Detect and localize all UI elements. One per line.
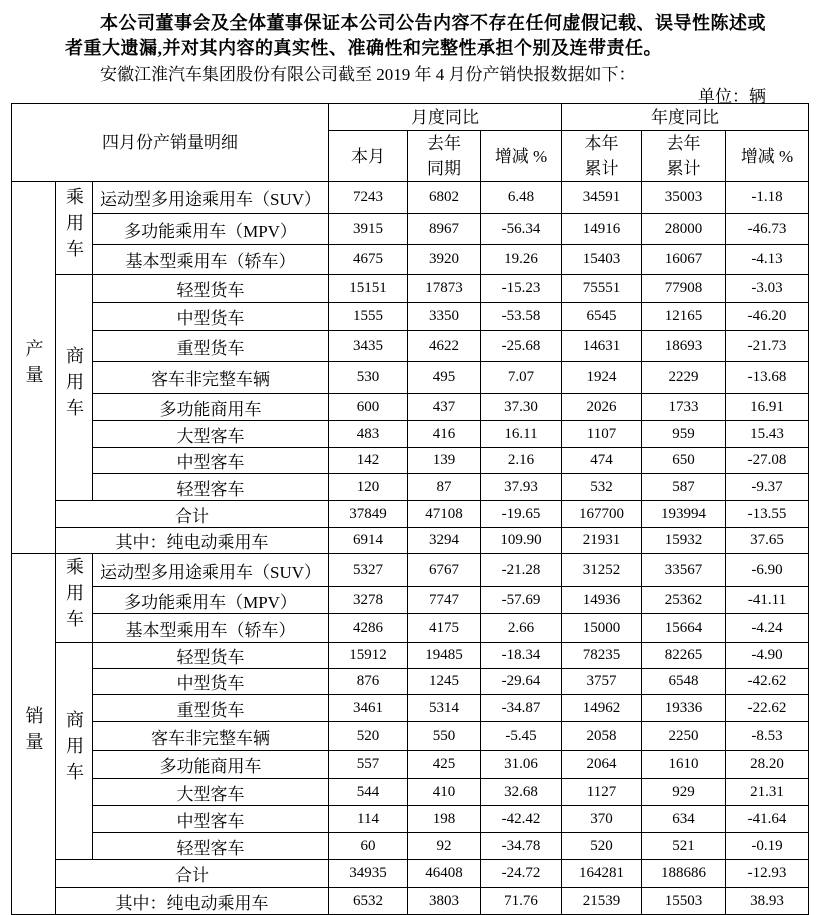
total-label: 合计 — [56, 860, 329, 888]
item-name: 多功能乘用车（MPV） — [93, 214, 329, 245]
cell-monthly-change-pct: -5.45 — [481, 722, 562, 751]
cell-last-year-same-period: 87 — [408, 474, 481, 501]
table-row — [12, 245, 809, 275]
item-name: 运动型多用途乘用车（SUV） — [93, 182, 329, 214]
cell-this-month: 876 — [329, 669, 408, 695]
cell-last-year-same-period: 3920 — [408, 245, 481, 275]
table-body — [12, 182, 809, 915]
category-label: 商用车 — [64, 346, 84, 424]
cell-monthly-change-pct: 37.93 — [481, 474, 562, 501]
cell-this-month: 3278 — [329, 587, 408, 614]
cell-this-year-cumulative: 2064 — [562, 751, 642, 779]
item-name: 轻型货车 — [93, 643, 329, 669]
cell-last-year-cumulative: 1733 — [642, 394, 726, 421]
cell-last-year-cumulative: 634 — [642, 806, 726, 833]
cell-monthly-change-pct: 31.06 — [481, 751, 562, 779]
ev-label: 其中：纯电动乘用车 — [56, 528, 329, 554]
cell-this-month: 120 — [329, 474, 408, 501]
col-header-text: 增减 % — [740, 146, 794, 166]
cell-last-year-same-period: 425 — [408, 751, 481, 779]
cell-this-month: 530 — [329, 362, 408, 394]
cell-yearly-change-pct: -6.90 — [726, 554, 809, 587]
cell-last-year-cumulative: 650 — [642, 448, 726, 474]
cell-last-year-cumulative: 193994 — [642, 501, 726, 528]
cell-this-month: 60 — [329, 833, 408, 860]
cell-yearly-change-pct: -46.73 — [726, 214, 809, 245]
ev-subtotal-row — [12, 888, 809, 915]
item-name: 多功能乘用车（MPV） — [93, 587, 329, 614]
cell-last-year-cumulative: 15503 — [642, 888, 726, 915]
col-header-text: 累计 — [666, 159, 701, 178]
cell-last-year-same-period: 8967 — [408, 214, 481, 245]
cell-yearly-change-pct: 37.65 — [726, 528, 809, 554]
category-label: 乘用车 — [64, 556, 84, 635]
cell-this-year-cumulative: 15403 — [562, 245, 642, 275]
cell-yearly-change-pct: -4.24 — [726, 614, 809, 643]
cell-this-month: 1555 — [329, 303, 408, 331]
cell-yearly-change-pct: -1.18 — [726, 182, 809, 214]
col-header-yearly-change — [726, 131, 809, 182]
cell-this-year-cumulative: 1924 — [562, 362, 642, 394]
cell-this-month: 483 — [329, 421, 408, 448]
item-name: 轻型客车 — [93, 474, 329, 501]
cell-this-month: 142 — [329, 448, 408, 474]
item-name: 重型货车 — [93, 331, 329, 362]
cell-last-year-same-period: 6802 — [408, 182, 481, 214]
cell-monthly-change-pct: -34.78 — [481, 833, 562, 860]
col-header-last-year-cumulative — [642, 131, 726, 182]
cell-last-year-cumulative: 188686 — [642, 860, 726, 888]
cell-this-year-cumulative: 1107 — [562, 421, 642, 448]
cell-monthly-change-pct: -24.72 — [481, 860, 562, 888]
cell-monthly-change-pct: 7.07 — [481, 362, 562, 394]
intro-text: 安徽江淮汽车集团股份有限公司截至 2019 年 4 月份产销快报数据如下： — [100, 65, 636, 84]
cell-monthly-change-pct: 37.30 — [481, 394, 562, 421]
col-header-text: 本年 — [584, 134, 619, 153]
col-header-monthly-change — [481, 131, 562, 182]
cell-monthly-change-pct: -53.58 — [481, 303, 562, 331]
cell-last-year-cumulative: 15664 — [642, 614, 726, 643]
table-row — [12, 695, 809, 722]
table-row — [12, 779, 809, 806]
cell-monthly-change-pct: 19.26 — [481, 245, 562, 275]
cell-this-year-cumulative: 15000 — [562, 614, 642, 643]
cell-monthly-change-pct: -34.87 — [481, 695, 562, 722]
item-name: 中型货车 — [93, 303, 329, 331]
cell-this-year-cumulative: 520 — [562, 833, 642, 860]
cell-yearly-change-pct: 28.20 — [726, 751, 809, 779]
item-name: 基本型乘用车（轿车） — [93, 245, 329, 275]
item-name: 重型货车 — [93, 695, 329, 722]
cell-this-month: 3461 — [329, 695, 408, 722]
cell-this-year-cumulative: 31252 — [562, 554, 642, 587]
item-name: 中型客车 — [93, 448, 329, 474]
cell-monthly-change-pct: 109.90 — [481, 528, 562, 554]
table-row — [12, 806, 809, 833]
table-row — [12, 722, 809, 751]
cell-last-year-same-period: 410 — [408, 779, 481, 806]
cell-last-year-same-period: 495 — [408, 362, 481, 394]
ev-subtotal-row — [12, 528, 809, 554]
cell-last-year-cumulative: 28000 — [642, 214, 726, 245]
col-header-this-month — [329, 131, 408, 182]
cell-this-month: 15151 — [329, 275, 408, 303]
cell-monthly-change-pct: -42.42 — [481, 806, 562, 833]
item-name: 基本型乘用车（轿车） — [93, 614, 329, 643]
item-name: 轻型客车 — [93, 833, 329, 860]
cell-last-year-same-period: 3294 — [408, 528, 481, 554]
cell-this-year-cumulative: 2026 — [562, 394, 642, 421]
table-row — [12, 303, 809, 331]
table-row — [12, 643, 809, 669]
cell-yearly-change-pct: 16.91 — [726, 394, 809, 421]
cell-this-month: 4675 — [329, 245, 408, 275]
cell-yearly-change-pct: -9.37 — [726, 474, 809, 501]
cell-yearly-change-pct: -46.20 — [726, 303, 809, 331]
cell-monthly-change-pct: 16.11 — [481, 421, 562, 448]
cell-last-year-cumulative: 18693 — [642, 331, 726, 362]
cell-this-year-cumulative: 164281 — [562, 860, 642, 888]
cell-yearly-change-pct: 38.93 — [726, 888, 809, 915]
category-label: 乘用车 — [64, 186, 84, 265]
cell-this-month: 15912 — [329, 643, 408, 669]
table-row — [12, 614, 809, 643]
cell-yearly-change-pct: -12.93 — [726, 860, 809, 888]
item-name: 运动型多用途乘用车（SUV） — [93, 554, 329, 587]
table-row — [12, 214, 809, 245]
item-name: 轻型货车 — [93, 275, 329, 303]
cell-this-year-cumulative: 14962 — [562, 695, 642, 722]
cell-last-year-cumulative: 35003 — [642, 182, 726, 214]
category-label-cell — [56, 554, 93, 643]
cell-last-year-same-period: 46408 — [408, 860, 481, 888]
section-label: 产量 — [23, 339, 44, 391]
cell-this-month: 37849 — [329, 501, 408, 528]
cell-this-month: 600 — [329, 394, 408, 421]
cell-last-year-cumulative: 12165 — [642, 303, 726, 331]
item-name: 中型客车 — [93, 806, 329, 833]
cell-this-month: 6532 — [329, 888, 408, 915]
cell-last-year-same-period: 17873 — [408, 275, 481, 303]
cell-this-year-cumulative: 532 — [562, 474, 642, 501]
cell-yearly-change-pct: -13.68 — [726, 362, 809, 394]
cell-last-year-same-period: 437 — [408, 394, 481, 421]
item-name: 大型客车 — [93, 421, 329, 448]
cell-monthly-change-pct: -21.28 — [481, 554, 562, 587]
ev-label: 其中：纯电动乘用车 — [56, 888, 329, 915]
cell-last-year-cumulative: 15932 — [642, 528, 726, 554]
cell-this-year-cumulative: 370 — [562, 806, 642, 833]
cell-monthly-change-pct: 2.16 — [481, 448, 562, 474]
cell-yearly-change-pct: -8.53 — [726, 722, 809, 751]
category-label-cell — [56, 275, 93, 501]
item-name: 客车非完整车辆 — [93, 362, 329, 394]
statement-line-2: 者重大遗漏,并对其内容的真实性、准确性和完整性承担个别及连带责任。 — [65, 38, 662, 58]
cell-last-year-same-period: 198 — [408, 806, 481, 833]
cell-yearly-change-pct: 21.31 — [726, 779, 809, 806]
item-name: 多功能商用车 — [93, 751, 329, 779]
cell-yearly-change-pct: -21.73 — [726, 331, 809, 362]
cell-yearly-change-pct: -0.19 — [726, 833, 809, 860]
col-header-this-year-cumulative — [562, 131, 642, 182]
cell-yearly-change-pct: -3.03 — [726, 275, 809, 303]
cell-yearly-change-pct: -41.11 — [726, 587, 809, 614]
cell-last-year-same-period: 47108 — [408, 501, 481, 528]
col-header-text: 同期 — [427, 159, 462, 178]
cell-this-month: 3915 — [329, 214, 408, 245]
cell-last-year-cumulative: 77908 — [642, 275, 726, 303]
item-name: 客车非完整车辆 — [93, 722, 329, 751]
cell-last-year-cumulative: 587 — [642, 474, 726, 501]
cell-this-year-cumulative: 14631 — [562, 331, 642, 362]
cell-this-month: 6914 — [329, 528, 408, 554]
cell-this-month: 544 — [329, 779, 408, 806]
cell-last-year-cumulative: 2229 — [642, 362, 726, 394]
category-label-cell — [56, 643, 93, 860]
cell-last-year-same-period: 4622 — [408, 331, 481, 362]
table-row — [12, 182, 809, 214]
cell-last-year-cumulative: 19336 — [642, 695, 726, 722]
cell-this-month: 4286 — [329, 614, 408, 643]
section-label: 销量 — [23, 705, 44, 758]
cell-monthly-change-pct: -18.34 — [481, 643, 562, 669]
cell-monthly-change-pct: -19.65 — [481, 501, 562, 528]
cell-last-year-cumulative: 521 — [642, 833, 726, 860]
cell-last-year-cumulative: 1610 — [642, 751, 726, 779]
cell-yearly-change-pct: -27.08 — [726, 448, 809, 474]
cell-last-year-cumulative: 82265 — [642, 643, 726, 669]
cell-last-year-same-period: 139 — [408, 448, 481, 474]
cell-last-year-same-period: 5314 — [408, 695, 481, 722]
table-header — [12, 104, 809, 182]
cell-last-year-same-period: 6767 — [408, 554, 481, 587]
corner-label: 四月份产销量明细 — [12, 104, 329, 182]
table-row — [12, 554, 809, 587]
table-row — [12, 421, 809, 448]
cell-monthly-change-pct: -15.23 — [481, 275, 562, 303]
cell-this-year-cumulative: 21539 — [562, 888, 642, 915]
table-row — [12, 394, 809, 421]
col-header-text: 去年 — [427, 134, 462, 153]
cell-this-month: 114 — [329, 806, 408, 833]
table-row — [12, 833, 809, 860]
total-row — [12, 860, 809, 888]
section-label-cell — [12, 182, 56, 554]
cell-last-year-cumulative: 959 — [642, 421, 726, 448]
monthly-group-header: 月度同比 — [329, 104, 562, 131]
cell-this-year-cumulative: 1127 — [562, 779, 642, 806]
cell-yearly-change-pct: -4.90 — [726, 643, 809, 669]
cell-this-year-cumulative: 14916 — [562, 214, 642, 245]
cell-this-month: 7243 — [329, 182, 408, 214]
cell-last-year-same-period: 3350 — [408, 303, 481, 331]
cell-last-year-cumulative: 2250 — [642, 722, 726, 751]
cell-last-year-same-period: 7747 — [408, 587, 481, 614]
cell-this-year-cumulative: 34591 — [562, 182, 642, 214]
table-row — [12, 751, 809, 779]
table-row — [12, 362, 809, 394]
cell-this-year-cumulative: 21931 — [562, 528, 642, 554]
cell-monthly-change-pct: 32.68 — [481, 779, 562, 806]
col-header-text: 本月 — [351, 146, 386, 166]
cell-yearly-change-pct: 15.43 — [726, 421, 809, 448]
production-sales-table — [11, 103, 809, 915]
col-header-last-year-same-period — [408, 131, 481, 182]
cell-this-year-cumulative: 75551 — [562, 275, 642, 303]
table-row — [12, 275, 809, 303]
header-row-groups — [12, 104, 809, 131]
cell-monthly-change-pct: -25.68 — [481, 331, 562, 362]
cell-last-year-cumulative: 25362 — [642, 587, 726, 614]
cell-yearly-change-pct: -13.55 — [726, 501, 809, 528]
statement-line-1: 本公司董事会及全体董事保证本公司公告内容不存在任何虚假记载、误导性陈述或 — [100, 13, 766, 33]
total-label: 合计 — [56, 501, 329, 528]
cell-last-year-same-period: 550 — [408, 722, 481, 751]
col-header-text: 累计 — [584, 159, 619, 178]
total-row — [12, 501, 809, 528]
cell-monthly-change-pct: 2.66 — [481, 614, 562, 643]
item-name: 多功能商用车 — [93, 394, 329, 421]
cell-monthly-change-pct: -57.69 — [481, 587, 562, 614]
cell-monthly-change-pct: 71.76 — [481, 888, 562, 915]
cell-this-month: 3435 — [329, 331, 408, 362]
cell-this-year-cumulative: 2058 — [562, 722, 642, 751]
cell-monthly-change-pct: -56.34 — [481, 214, 562, 245]
cell-this-year-cumulative: 14936 — [562, 587, 642, 614]
cell-last-year-cumulative: 929 — [642, 779, 726, 806]
cell-monthly-change-pct: 6.48 — [481, 182, 562, 214]
cell-last-year-cumulative: 33567 — [642, 554, 726, 587]
cell-last-year-cumulative: 16067 — [642, 245, 726, 275]
cell-this-month: 520 — [329, 722, 408, 751]
cell-yearly-change-pct: -41.64 — [726, 806, 809, 833]
cell-last-year-same-period: 19485 — [408, 643, 481, 669]
cell-this-year-cumulative: 474 — [562, 448, 642, 474]
item-name: 中型货车 — [93, 669, 329, 695]
cell-last-year-same-period: 92 — [408, 833, 481, 860]
cell-last-year-same-period: 3803 — [408, 888, 481, 915]
table-row — [12, 331, 809, 362]
cell-yearly-change-pct: -4.13 — [726, 245, 809, 275]
cell-last-year-same-period: 4175 — [408, 614, 481, 643]
cell-this-year-cumulative: 167700 — [562, 501, 642, 528]
category-label-cell — [56, 182, 93, 275]
cell-this-year-cumulative: 3757 — [562, 669, 642, 695]
cell-this-year-cumulative: 78235 — [562, 643, 642, 669]
table-row — [12, 587, 809, 614]
item-name: 大型客车 — [93, 779, 329, 806]
table-row — [12, 669, 809, 695]
table-row — [12, 448, 809, 474]
table-row — [12, 474, 809, 501]
cell-yearly-change-pct: -42.62 — [726, 669, 809, 695]
col-header-text: 增减 % — [494, 146, 548, 166]
cell-this-month: 5327 — [329, 554, 408, 587]
cell-this-month: 557 — [329, 751, 408, 779]
category-label: 商用车 — [64, 709, 84, 788]
section-label-cell — [12, 554, 56, 915]
cell-yearly-change-pct: -22.62 — [726, 695, 809, 722]
yearly-group-header: 年度同比 — [562, 104, 809, 131]
cell-last-year-same-period: 1245 — [408, 669, 481, 695]
cell-monthly-change-pct: -29.64 — [481, 669, 562, 695]
unit-label: 单位：辆 — [698, 87, 766, 106]
cell-this-year-cumulative: 6545 — [562, 303, 642, 331]
col-header-text: 去年 — [666, 134, 701, 153]
cell-last-year-cumulative: 6548 — [642, 669, 726, 695]
cell-last-year-same-period: 416 — [408, 421, 481, 448]
cell-this-month: 34935 — [329, 860, 408, 888]
